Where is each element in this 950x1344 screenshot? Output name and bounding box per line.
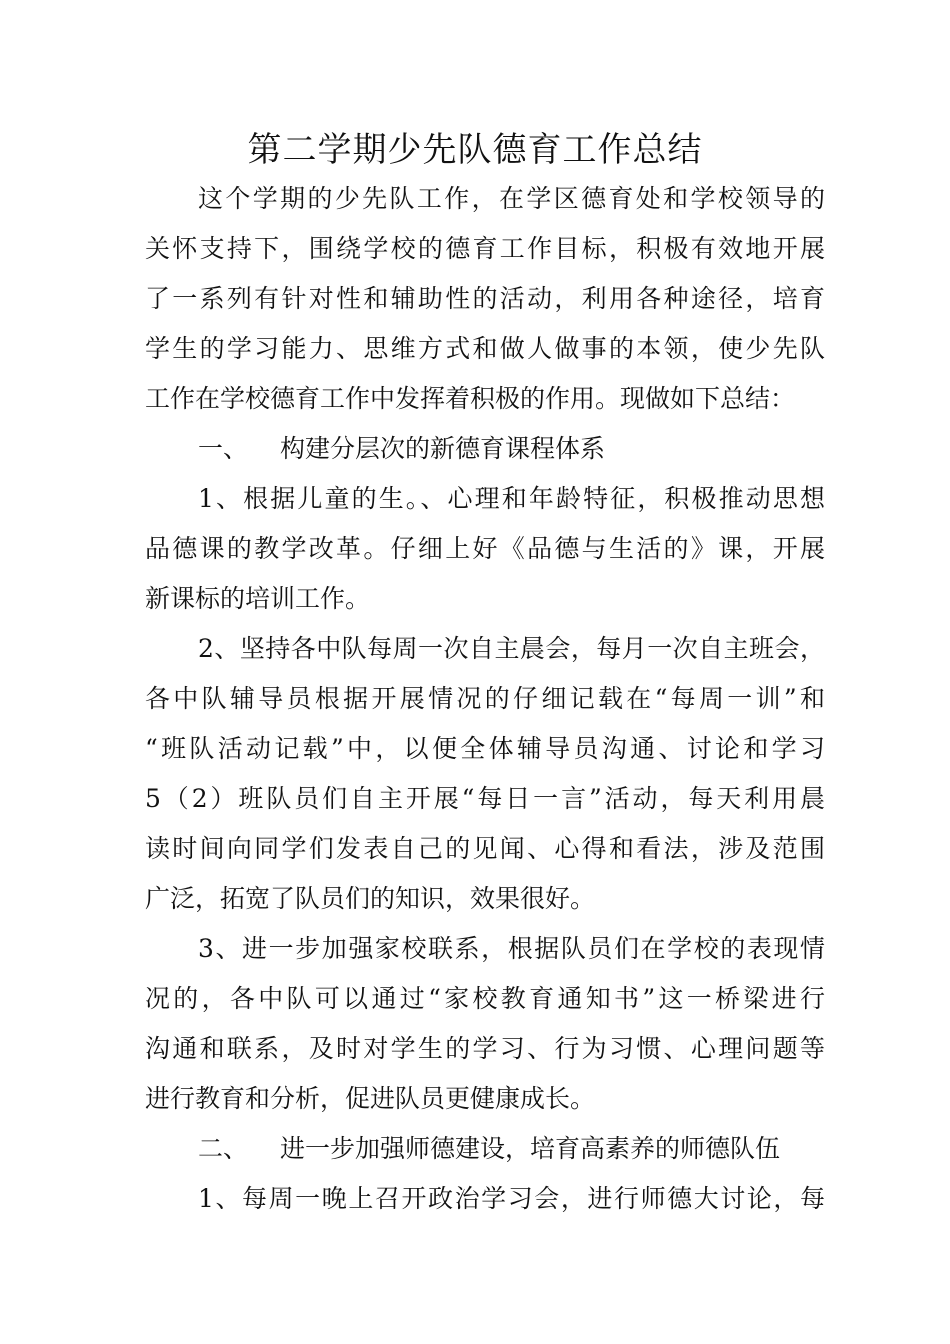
- paragraph-line: 广泛，拓宽了队员们的知识，效果很好。: [145, 884, 596, 913]
- paragraph-line: “班队活动记载”中，以便全体辅导员沟通、讨论和学习: [145, 734, 825, 763]
- paragraph-line: 2、坚持各中队每周一次自主晨会，每月一次自主班会，: [198, 634, 825, 663]
- paragraph-line: 1、每周一晚上召开政治学习会，进行师德大讨论，每: [198, 1184, 825, 1213]
- paragraph-line: 工作在学校德育工作中发挥着积极的作用。现做如下总结：: [145, 384, 796, 413]
- paragraph-line: 各中队辅导员根据开展情况的仔细记载在“每周一训”和: [145, 684, 825, 713]
- paragraph-line: 况的，各中队可以通过“家校教育通知书”这一桥梁进行: [145, 984, 825, 1013]
- paragraph-line: 品德课的教学改革。仔细上好《品德与生活的》课，开展: [145, 534, 825, 563]
- section-number: 一、: [198, 434, 249, 463]
- section-heading-1: [198, 424, 825, 474]
- paragraph-line: 了一系列有针对性和辅助性的活动，利用各种途径，培育: [145, 284, 825, 313]
- paragraph-line: 进行教育和分析，促进队员更健康成长。: [145, 1084, 596, 1113]
- paragraph-line: 沟通和联系，及时对学生的学习、行为习惯、心理问题等: [145, 1034, 825, 1063]
- paragraph-line: 新课标的培训工作。: [145, 584, 371, 613]
- section-title: 进一步加强师德建设，培育高素养的师德队伍: [280, 1134, 781, 1163]
- paragraph-line: 5（2）班队员们自主开展“每日一言”活动，每天利用晨: [145, 784, 825, 813]
- paragraph-line: 这个学期的少先队工作，在学区德育处和学校领导的: [198, 184, 825, 213]
- document-title: 第二学期少先队德育工作总结: [247, 130, 703, 170]
- section-number: 二、: [198, 1134, 249, 1163]
- paragraph-line: 关怀支持下，围绕学校的德育工作目标，积极有效地开展: [145, 234, 825, 263]
- paragraph-line: 读时间向同学们发表自己的见闻、心得和看法，涉及范围: [145, 834, 825, 863]
- paragraph-line: 3、进一步加强家校联系，根据队员们在学校的表现情: [198, 934, 825, 963]
- section-heading-2: [198, 1124, 825, 1174]
- section-title: 构建分层次的新德育课程体系: [280, 434, 606, 463]
- paragraph-line: 学生的学习能力、思维方式和做人做事的本领，使少先队: [145, 334, 825, 363]
- paragraph-line: 1、根据儿童的生。、心理和年龄特征，积极推动思想: [198, 484, 825, 513]
